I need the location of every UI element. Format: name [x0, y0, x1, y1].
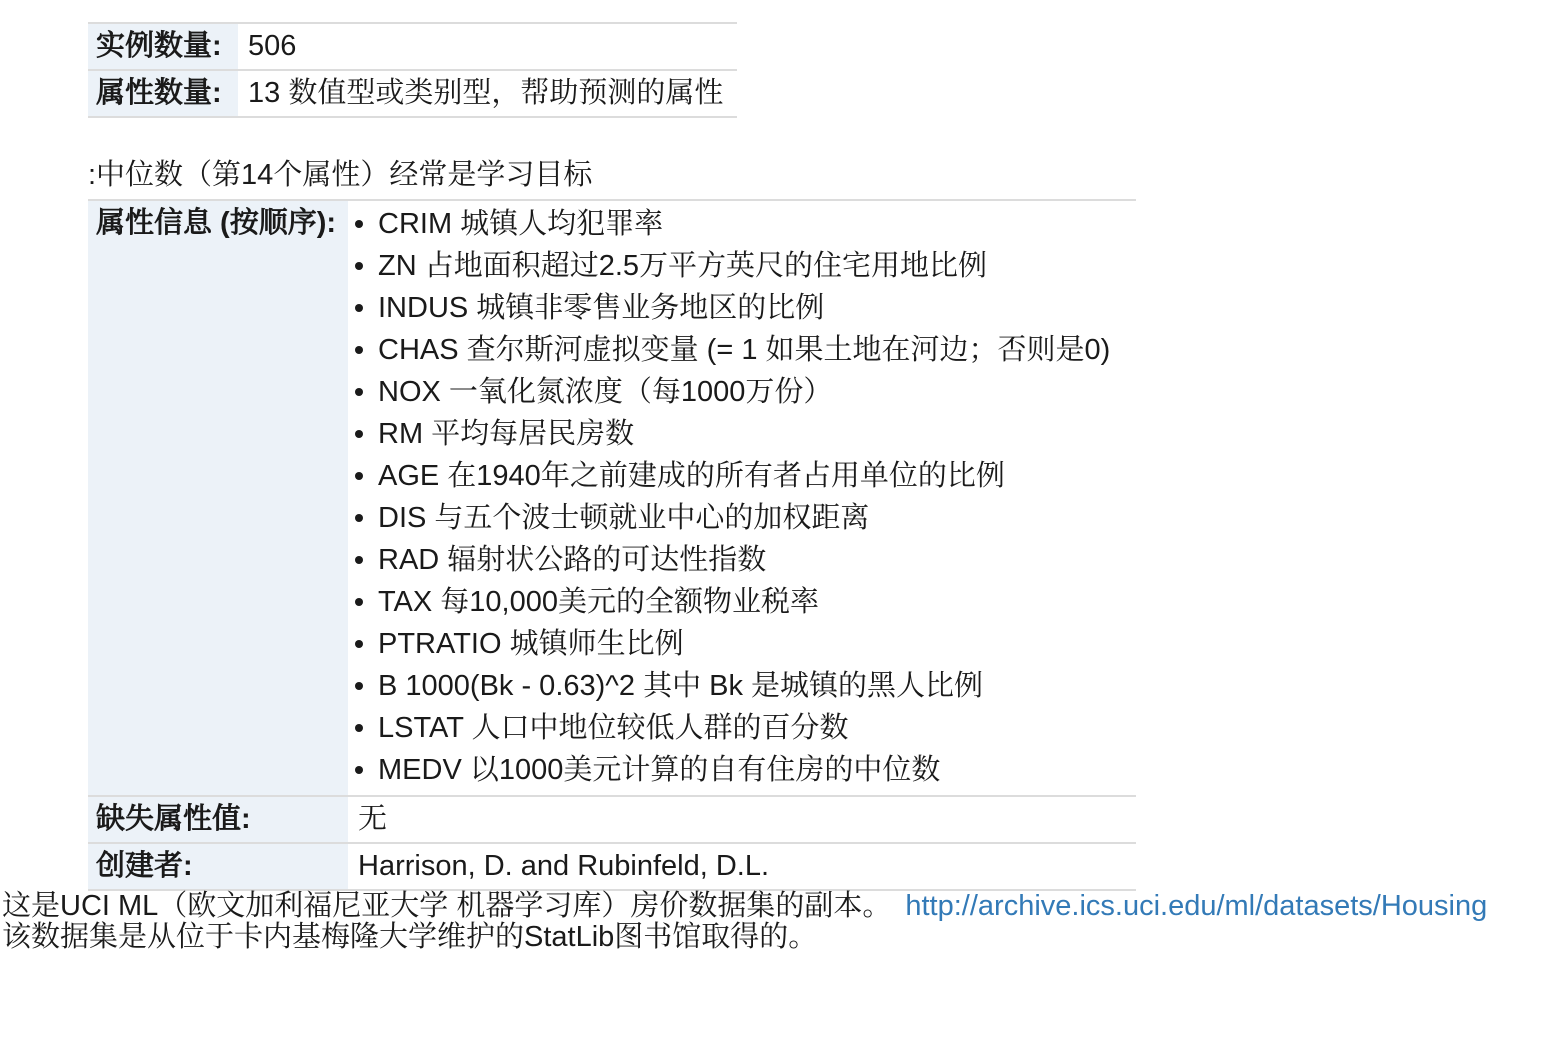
attribute-item-tax: TAX 每10,000美元的全额物业税率	[348, 581, 1136, 623]
attribute-item-dis: DIS 与五个波士顿就业中心的加权距离	[348, 497, 1136, 539]
table-row	[88, 796, 1136, 843]
statlib-paragraph: 该数据集是从位于卡内基梅隆大学维护的StatLib图书馆取得的。	[2, 921, 818, 953]
attribute-item-lstat: LSTAT 人口中地位较低人群的百分数	[348, 707, 1136, 749]
table-row	[88, 70, 737, 117]
missing-values-label: 缺失属性值:	[88, 796, 348, 843]
missing-values-value: 无	[358, 803, 388, 835]
attribute-item-medv: MEDV 以1000美元计算的自有住房的中位数	[348, 749, 1136, 791]
attribute-info-table	[88, 199, 1136, 891]
dataset-description-page	[2, 22, 1564, 953]
attribute-item-rm: RM 平均每居民房数	[348, 413, 1136, 455]
attribute-info-label: 属性信息 (按顺序):	[88, 200, 348, 796]
attribute-info-value	[348, 200, 1136, 796]
attribute-item-nox: NOX 一氧化氮浓度（每1000万份）	[348, 371, 1136, 413]
attribute-item-indus: INDUS 城镇非零售业务地区的比例	[348, 287, 1136, 329]
table-row	[88, 23, 737, 70]
creator-label: 创建者:	[88, 843, 348, 890]
uci-copy-text: 这是UCI ML（欧文加利福尼亚大学 机器学习库）房价数据集的副本。	[2, 890, 892, 922]
table-row	[88, 200, 1136, 796]
dataset-summary-table	[88, 22, 737, 118]
attribute-item-rad: RAD 辐射状公路的可达性指数	[348, 539, 1136, 581]
attribute-item-age: AGE 在1940年之前建成的所有者占用单位的比例	[348, 455, 1136, 497]
attribute-item-crim: CRIM 城镇人均犯罪率	[348, 203, 1136, 245]
attribute-item-chas: CHAS 查尔斯河虚拟变量 (= 1 如果土地在河边；否则是0)	[348, 329, 1136, 371]
attribute-item-b: B 1000(Bk - 0.63)^2 其中 Bk 是城镇的黑人比例	[348, 665, 1136, 707]
instances-count-value: 506	[248, 30, 297, 62]
median-target-note: :中位数（第14个属性）经常是学习目标	[88, 159, 593, 191]
creator-value: Harrison, D. and Rubinfeld, D.L.	[358, 850, 770, 882]
attribute-list	[348, 203, 1136, 791]
instances-count-label: 实例数量:	[88, 23, 238, 70]
attribute-item-ptratio: PTRATIO 城镇师生比例	[348, 623, 1136, 665]
dataset-link[interactable]: http://archive.ics.uci.edu/ml/datasets/Housing	[905, 890, 1488, 922]
attribute-item-zn: ZN 占地面积超过2.5万平方英尺的住宅用地比例	[348, 245, 1136, 287]
attributes-count-label: 属性数量:	[88, 70, 238, 117]
table-row	[88, 843, 1136, 890]
attributes-count-value: 13 数值型或类别型，帮助预测的属性	[248, 77, 724, 109]
uci-copy-paragraph	[2, 891, 1564, 922]
